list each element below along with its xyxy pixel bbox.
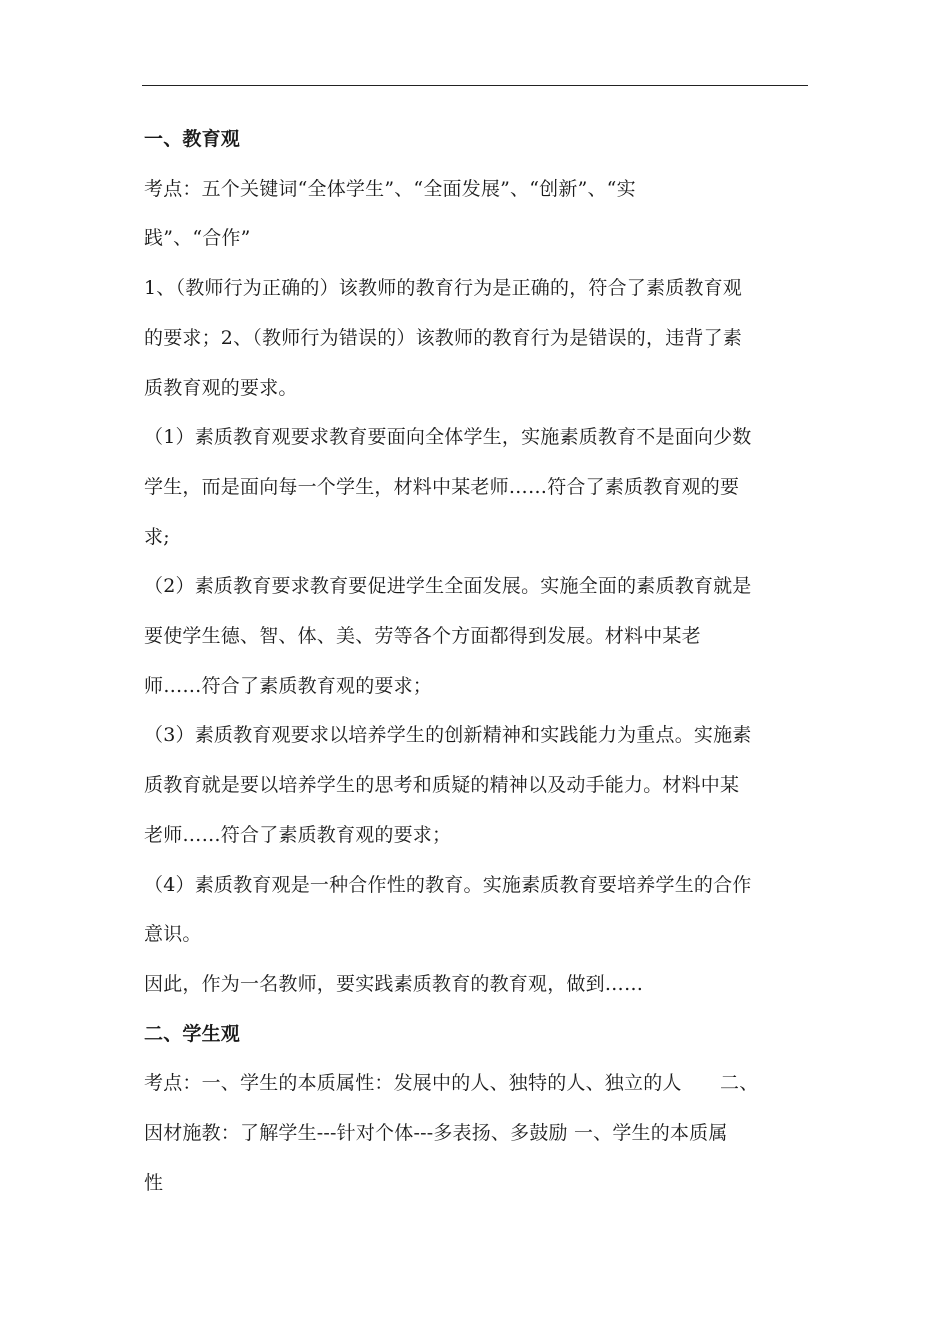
header-rule (142, 85, 808, 86)
text-line: 质教育观的要求。 (144, 376, 298, 399)
section-heading-education-view: 一、教育观 (144, 128, 241, 150)
text-line: 的要求；2、（教师行为错误的）该教师的教育行为是错误的，违背了素 (144, 326, 742, 349)
text-line: （3）素质教育观要求以培养学生的创新精神和实践能力为重点。实施素 (144, 724, 752, 747)
text-line: 求; (144, 525, 170, 548)
text-line: 性 (144, 1171, 164, 1194)
text-line: （1）素质教育观要求教育要面向全体学生，实施素质教育不是面向少数 (144, 426, 752, 449)
text-line: 因此，作为一名教师，要实践素质教育的教育观，做到…… (144, 972, 644, 995)
text-line: 考点：五个关键词“全体学生”、“全面发展”、“创新”、“实 (144, 177, 636, 200)
text-line: （2）素质教育要求教育要促进学生全面发展。实施全面的素质教育就是 (144, 575, 752, 598)
text-line: 意识。 (144, 923, 202, 946)
text-line: （4）素质教育观是一种合作性的教育。实施素质教育要培养学生的合作 (144, 873, 752, 896)
document-body (144, 115, 804, 1208)
text-line: 师……符合了素质教育观的要求； (144, 674, 433, 697)
text-line: 质教育就是要以培养学生的思考和质疑的精神以及动手能力。材料中某 (144, 774, 740, 797)
text-line: 1、（教师行为正确的）该教师的教育行为是正确的，符合了素质教育观 (144, 277, 742, 300)
text-line: 要使学生德、智、体、美、劳等各个方面都得到发展。材料中某老 (144, 625, 701, 648)
text-line: 因材施教：了解学生---针对个体---多表扬、多鼓励 一、学生的本质属 (144, 1122, 728, 1145)
section-heading-student-view: 二、学生观 (144, 1022, 241, 1045)
text-line: 学生，而是面向每一个学生，材料中某老师……符合了素质教育观的要 (144, 475, 740, 498)
text-line: 老师……符合了素质教育观的要求； (144, 823, 452, 846)
text-line: 考点：一、学生的本质属性：发展中的人、独特的人、独立的人 二、 (144, 1072, 759, 1095)
text-line: 践”、“合作” (144, 227, 251, 250)
